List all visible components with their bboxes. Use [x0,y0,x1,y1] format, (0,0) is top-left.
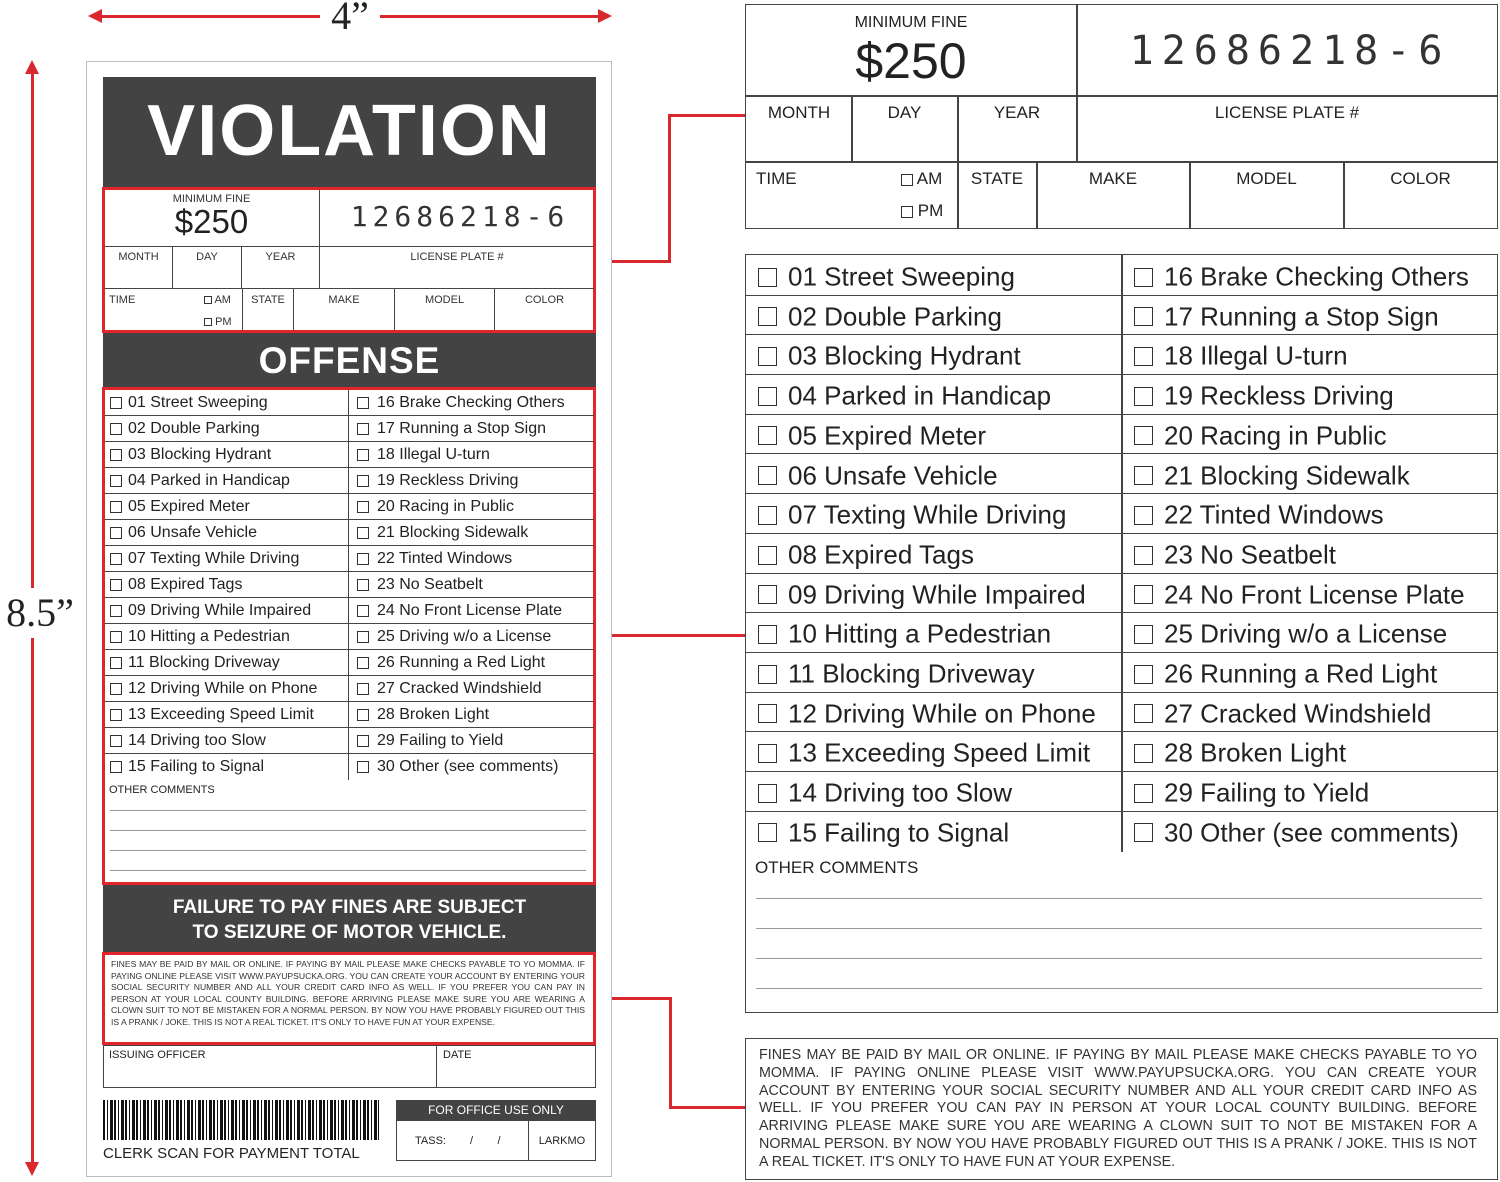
checkbox-icon[interactable] [110,605,122,617]
day-field-large[interactable]: DAY [887,103,922,122]
checkbox-icon[interactable] [357,553,369,565]
model-field-large[interactable]: MODEL [1236,169,1297,188]
pm-option-large[interactable] [901,201,943,221]
checkbox-icon[interactable] [357,527,369,539]
checkbox-icon[interactable] [110,657,122,669]
ticket-number: 12686218-6 [350,200,570,233]
checkbox-icon[interactable] [1134,347,1153,366]
offense-label: 09 Driving While Impaired [788,578,1086,609]
checkbox-icon[interactable] [110,631,122,643]
checkbox-icon[interactable] [204,296,212,304]
offense-label: 11 Blocking Driveway [128,654,280,671]
checkbox-icon[interactable] [357,657,369,669]
tass-slashes: / / [469,1135,501,1147]
offense-item[interactable] [105,546,348,572]
offense-label: 21 Blocking Sidewalk [1164,459,1410,490]
warning-line-2: TO SEIZURE OF MOTOR VEHICLE. [192,922,507,943]
offense-item[interactable] [349,624,594,650]
offense-item[interactable] [1122,574,1497,614]
offense-label: 05 Expired Meter [788,420,986,451]
offense-label: 14 Driving too Slow [128,732,266,749]
offense-item[interactable] [746,653,1121,693]
offense-label: 13 Exceeding Speed Limit [788,737,1091,768]
connector-bottom-horizontal [669,1106,747,1109]
offense-item[interactable] [105,494,348,520]
checkbox-icon[interactable] [1134,744,1153,763]
state-field-large[interactable]: STATE [970,169,1024,188]
offense-label: 27 Cracked Windshield [377,680,542,697]
offense-item[interactable] [1122,693,1497,733]
checkbox-icon[interactable] [1134,268,1153,287]
offense-item[interactable] [105,572,348,598]
offense-label: 16 Brake Checking Others [377,394,565,411]
state-field[interactable]: STATE [251,294,285,306]
offense-label: 15 Failing to Signal [788,817,1010,848]
year-field[interactable]: YEAR [265,251,296,263]
offense-label: 29 Failing to Yield [377,732,504,749]
offense-item[interactable] [1122,375,1497,415]
divider [746,95,1497,97]
fine-label-large: MINIMUM FINE [854,14,968,31]
office-use-label: FOR OFFICE USE ONLY [396,1100,596,1121]
offense-item[interactable] [105,624,348,650]
divider [319,190,320,247]
offense-item[interactable] [1122,335,1497,375]
offense-header [103,333,596,387]
offense-item[interactable] [1122,455,1497,495]
ticket-number-large: 12686218-6 [1129,28,1451,74]
height-arrow-top [25,60,39,74]
offense-item[interactable] [349,572,594,598]
checkbox-icon[interactable] [357,579,369,591]
divider [105,288,594,289]
date-field[interactable]: DATE [443,1049,472,1061]
checkbox-icon[interactable] [758,426,777,445]
offense-label: 24 No Front License Plate [377,602,562,619]
checkbox-icon[interactable] [357,475,369,487]
violation-title: VIOLATION [147,91,552,171]
checkbox-icon[interactable] [357,397,369,409]
checkbox-icon[interactable] [357,631,369,643]
offense-label: 05 Expired Meter [128,498,250,515]
offense-label: 04 Parked in Handicap [128,472,290,489]
offense-label: 13 Exceeding Speed Limit [128,706,314,723]
offense-label: 19 Reckless Driving [1164,380,1394,411]
checkbox-icon[interactable] [110,423,122,435]
offense-label: 10 Hitting a Pedestrian [788,618,1052,649]
checkbox-icon[interactable] [758,347,777,366]
checkbox-icon[interactable] [758,546,777,565]
offense-label: 20 Racing in Public [1164,420,1387,451]
offense-item[interactable] [349,468,594,494]
time-field-large[interactable]: TIME [756,169,797,188]
offense-label: 18 Illegal U-turn [1164,340,1348,371]
offense-item[interactable] [1122,256,1497,296]
offense-item[interactable] [746,574,1121,614]
offense-label: 10 Hitting a Pedestrian [128,628,290,645]
offense-item[interactable] [1122,613,1497,653]
checkbox-icon[interactable] [357,761,369,773]
offense-label: 28 Broken Light [377,706,490,723]
offense-item[interactable] [105,390,348,416]
pm-label: PM [215,316,232,328]
checkbox-icon[interactable] [1134,625,1153,644]
offense-label: 30 Other (see comments) [377,758,559,775]
checkbox-icon[interactable] [1134,546,1153,565]
checkbox-icon[interactable] [110,553,122,565]
offense-item[interactable] [349,728,594,754]
offense-item[interactable] [1122,415,1497,455]
checkbox-icon[interactable] [1134,307,1153,326]
checkbox-icon[interactable] [110,501,122,513]
offense-label: 15 Failing to Signal [128,758,265,775]
offense-item[interactable] [349,390,594,416]
checkbox-icon[interactable] [357,423,369,435]
divider [436,1045,437,1088]
offense-item[interactable] [746,335,1121,375]
offense-item[interactable] [746,732,1121,772]
offense-label: 11 Blocking Driveway [788,658,1035,689]
checkbox-icon[interactable] [758,704,777,723]
checkbox-icon[interactable] [110,709,122,721]
offense-item[interactable] [1122,732,1497,772]
barcode-image [103,1100,379,1140]
time-field[interactable]: TIME [109,294,136,306]
checkbox-icon[interactable] [758,268,777,287]
fine-print-small: FINES MAY BE PAID BY MAIL OR ONLINE. IF PAYING BY MAIL PLEASE MAKE CHECKS PAYABLE TO YO MOMMA. IF PAYING ONLINE PLEASE VISIT WWW.PAYUPSUCKA.ORG. YOU CAN CREATE YOUR ACCOUNT BY ENTERING YOUR SOCIAL SECURITY NUMBER AND ALL YOUR CREDIT CARD INFO AS WELL. IF YOU PREFER YOU CAN PAY IN PERSON AT YOUR LOCAL COUNTY BUILDING. BEFORE ARRIVING PLEASE MAKE SURE YOU ARE WEARING A CLOWN SUIT TO NOT BE MISTAKEN FOR A NORMAL PERSON. BY NOW YOU HAVE PROBABLY FIGURED OUT THIS IS A PRANK / JOKE. THIS IS NOT A REAL TICKET. IT'S ONLY TO HAVE FUN AT YOUR EXPENSE. [111,959,585,1027]
offense-label: 22 Tinted Windows [1164,499,1384,530]
offense-item[interactable] [105,650,348,676]
offense-label: 04 Parked in Handicap [788,380,1052,411]
height-dimension-label: 8.5” [0,588,80,638]
offense-label: 26 Running a Red Light [377,654,546,671]
checkbox-icon[interactable] [901,174,913,186]
offense-label: 03 Blocking Hydrant [128,446,272,463]
offense-item[interactable] [349,416,594,442]
offense-item[interactable] [349,702,594,728]
barcode-caption: CLERK SCAN FOR PAYMENT TOTAL [103,1145,360,1162]
checkbox-icon[interactable] [758,307,777,326]
checkbox-icon[interactable] [1134,387,1153,406]
offense-label: 17 Running a Stop Sign [377,420,547,437]
color-field[interactable]: COLOR [524,294,565,306]
connector-middle [596,634,746,637]
checkbox-icon[interactable] [758,506,777,525]
checkbox-icon[interactable] [357,449,369,461]
checkbox-icon[interactable] [1134,665,1153,684]
checkbox-icon[interactable] [1134,426,1153,445]
checkbox-icon[interactable] [357,735,369,747]
offense-item[interactable] [105,442,348,468]
comments-label-large: OTHER COMMENTS [755,858,919,877]
violation-header [103,77,596,187]
fine-print-large: FINES MAY BE PAID BY MAIL OR ONLINE. IF PAYING BY MAIL PLEASE MAKE CHECKS PAYABLE TO YO MOMMA. IF PAYING ONLINE PLEASE VISIT WWW.PAYUPSUCKA.ORG. YOU CAN CREATE YOUR ACCOUNT BY ENTERING YOUR SOCIAL SECURITY NUMBER AND ALL YOUR CREDIT CARD INFO AS WELL. IF YOU PREFER YOU CAN PAY IN PERSON AT YOUR LOCAL COUNTY BUILDING. BEFORE ARRIVING PLEASE MAKE SURE YOU ARE WEARING A CLOWN SUIT TO NOT BE MISTAKEN FOR A NORMAL PERSON. BY NOW YOU HAVE PROBABLY FIGURED OUT THIS IS A PRANK / JOKE. THIS IS NOT A REAL TICKET. IT'S ONLY TO HAVE FUN AT YOUR EXPENSE. [759,1047,1477,1170]
checkbox-icon[interactable] [1134,466,1153,485]
comment-line[interactable] [110,870,586,871]
offense-item[interactable] [746,455,1121,495]
offense-item[interactable] [1122,534,1497,574]
comment-line[interactable] [110,850,586,851]
offense-label: 06 Unsafe Vehicle [788,459,998,490]
am-option[interactable] [204,294,231,306]
offense-label: 16 Brake Checking Others [1164,261,1469,292]
connector-bottom-vertical [669,997,672,1109]
checkbox-icon[interactable] [1134,585,1153,604]
offense-label: 12 Driving While on Phone [128,680,318,697]
offense-item[interactable] [105,754,348,780]
offense-label: 29 Failing to Yield [1164,777,1370,808]
checkbox-icon[interactable] [758,784,777,803]
checkbox-icon[interactable] [758,744,777,763]
license-plate-field[interactable]: LICENSE PLATE # [410,251,504,263]
offense-item[interactable] [349,598,594,624]
comment-line[interactable] [756,898,1482,899]
month-field[interactable]: MONTH [118,251,159,263]
year-field-large[interactable]: YEAR [993,103,1041,122]
month-field-large[interactable]: MONTH [767,103,831,122]
height-arrow-bottom [25,1162,39,1176]
checkbox-icon[interactable] [357,501,369,513]
offense-label: 08 Expired Tags [128,576,243,593]
width-arrow-left [88,9,102,23]
offense-item[interactable] [746,415,1121,455]
offense-item[interactable] [349,546,594,572]
offense-item[interactable] [746,296,1121,336]
checkbox-icon[interactable] [758,665,777,684]
checkbox-icon[interactable] [758,625,777,644]
comment-line[interactable] [756,928,1482,929]
offense-item[interactable] [349,494,594,520]
issuing-officer-field[interactable]: ISSUING OFFICER [109,1049,206,1061]
offense-label: 22 Tinted Windows [377,550,513,567]
checkbox-icon[interactable] [204,318,212,326]
checkbox-icon[interactable] [110,449,122,461]
width-arrow-right [598,9,612,23]
offense-label: 03 Blocking Hydrant [788,340,1021,371]
warning-banner [103,885,596,952]
offense-item[interactable] [746,534,1121,574]
color-field-large[interactable]: COLOR [1390,169,1451,188]
checkbox-icon[interactable] [357,605,369,617]
comment-line[interactable] [756,988,1482,989]
offense-item[interactable] [349,676,594,702]
offense-item[interactable] [1122,494,1497,534]
checkbox-icon[interactable] [357,709,369,721]
comment-line[interactable] [110,830,586,831]
comment-line[interactable] [110,810,586,811]
checkbox-icon[interactable] [110,761,122,773]
offense-label: 08 Expired Tags [788,539,974,570]
day-field[interactable]: DAY [196,251,218,263]
checkbox-icon[interactable] [110,475,122,487]
offense-item[interactable] [746,812,1121,852]
am-label: AM [214,294,231,306]
connector-top-horizontal [668,114,746,117]
checkbox-icon[interactable] [901,206,913,218]
offense-label: 01 Street Sweeping [128,394,268,411]
offense-label: 07 Texting While Driving [128,550,300,567]
offense-label: 01 Street Sweeping [788,261,1015,292]
offense-item[interactable] [746,772,1121,812]
offense-item[interactable] [349,442,594,468]
offense-label: 21 Blocking Sidewalk [377,524,529,541]
offense-label: 18 Illegal U-turn [377,446,490,463]
offense-label: 20 Racing in Public [377,498,514,515]
checkbox-icon[interactable] [758,466,777,485]
checkbox-icon[interactable] [1134,784,1153,803]
offense-title: OFFENSE [258,340,441,381]
offense-item[interactable] [349,520,594,546]
pm-label: PM [917,201,944,220]
offense-label: 17 Running a Stop Sign [1164,300,1439,331]
offense-label: 27 Cracked Windshield [1164,697,1432,728]
offense-label: 23 No Seatbelt [1164,539,1337,570]
offense-label: 02 Double Parking [788,300,1002,331]
offense-label: 09 Driving While Impaired [128,602,312,619]
offense-item[interactable] [746,613,1121,653]
checkbox-icon[interactable] [110,683,122,695]
offense-label: 24 No Front License Plate [1164,578,1465,609]
offense-item[interactable] [105,676,348,702]
checkbox-icon[interactable] [1134,704,1153,723]
offense-item[interactable] [1122,653,1497,693]
license-plate-field-large[interactable]: LICENSE PLATE # [1214,103,1360,122]
offense-item[interactable] [1122,812,1497,852]
fine-label: MINIMUM FINE [172,193,251,205]
offense-label: 28 Broken Light [1164,737,1347,768]
make-field[interactable]: MAKE [328,294,360,306]
offense-item[interactable] [105,702,348,728]
offense-item[interactable] [105,520,348,546]
offense-label: 02 Double Parking [128,420,260,437]
offense-label: 26 Running a Red Light [1164,658,1438,689]
checkbox-icon[interactable] [1134,823,1153,842]
checkbox-icon[interactable] [110,527,122,539]
offense-item[interactable] [105,416,348,442]
offense-item[interactable] [746,256,1121,296]
offense-item[interactable] [1122,772,1497,812]
checkbox-icon[interactable] [758,387,777,406]
model-field[interactable]: MODEL [424,294,465,306]
connector-top-vertical [668,114,671,263]
offense-item[interactable] [105,728,348,754]
larkmo-field: LARKMO [538,1135,586,1147]
pm-option[interactable] [204,316,232,328]
divider [105,246,594,247]
offense-label: 07 Texting While Driving [788,499,1067,530]
offense-label: 30 Other (see comments) [1164,817,1459,848]
offense-label: 25 Driving w/o a License [1164,618,1448,649]
offense-label: 23 No Seatbelt [377,576,483,593]
divider [1076,5,1078,96]
fine-amount-large: $250 [855,33,967,89]
tass-field[interactable] [415,1135,501,1147]
checkbox-icon[interactable] [110,579,122,591]
offense-item[interactable] [1122,296,1497,336]
offense-label: 12 Driving While on Phone [788,697,1096,728]
comments-label: OTHER COMMENTS [109,784,215,796]
offense-label: 25 Driving w/o a License [377,628,552,645]
make-field-large[interactable]: MAKE [1088,169,1138,188]
tass-label: TASS: [415,1135,446,1147]
offense-item[interactable] [746,375,1121,415]
offense-item[interactable] [105,468,348,494]
am-label: AM [916,169,943,188]
checkbox-icon[interactable] [110,397,122,409]
offense-label: 06 Unsafe Vehicle [128,524,257,541]
width-dimension-label: 4” [320,0,380,36]
offense-item[interactable] [349,650,594,676]
offense-item[interactable] [746,693,1121,733]
offense-label: 19 Reckless Driving [377,472,519,489]
fine-amount: $250 [174,203,249,240]
checkbox-icon[interactable] [758,585,777,604]
checkbox-icon[interactable] [357,683,369,695]
checkbox-icon[interactable] [110,735,122,747]
offense-label: 14 Driving too Slow [788,777,1012,808]
warning-line-1: FAILURE TO PAY FINES ARE SUBJECT [172,897,527,918]
am-option-large[interactable] [901,169,942,189]
divider [746,161,1497,163]
offense-item[interactable] [349,754,594,780]
comment-line[interactable] [756,958,1482,959]
offense-item[interactable] [105,598,348,624]
checkbox-icon[interactable] [758,823,777,842]
checkbox-icon[interactable] [1134,506,1153,525]
offense-item[interactable] [746,494,1121,534]
